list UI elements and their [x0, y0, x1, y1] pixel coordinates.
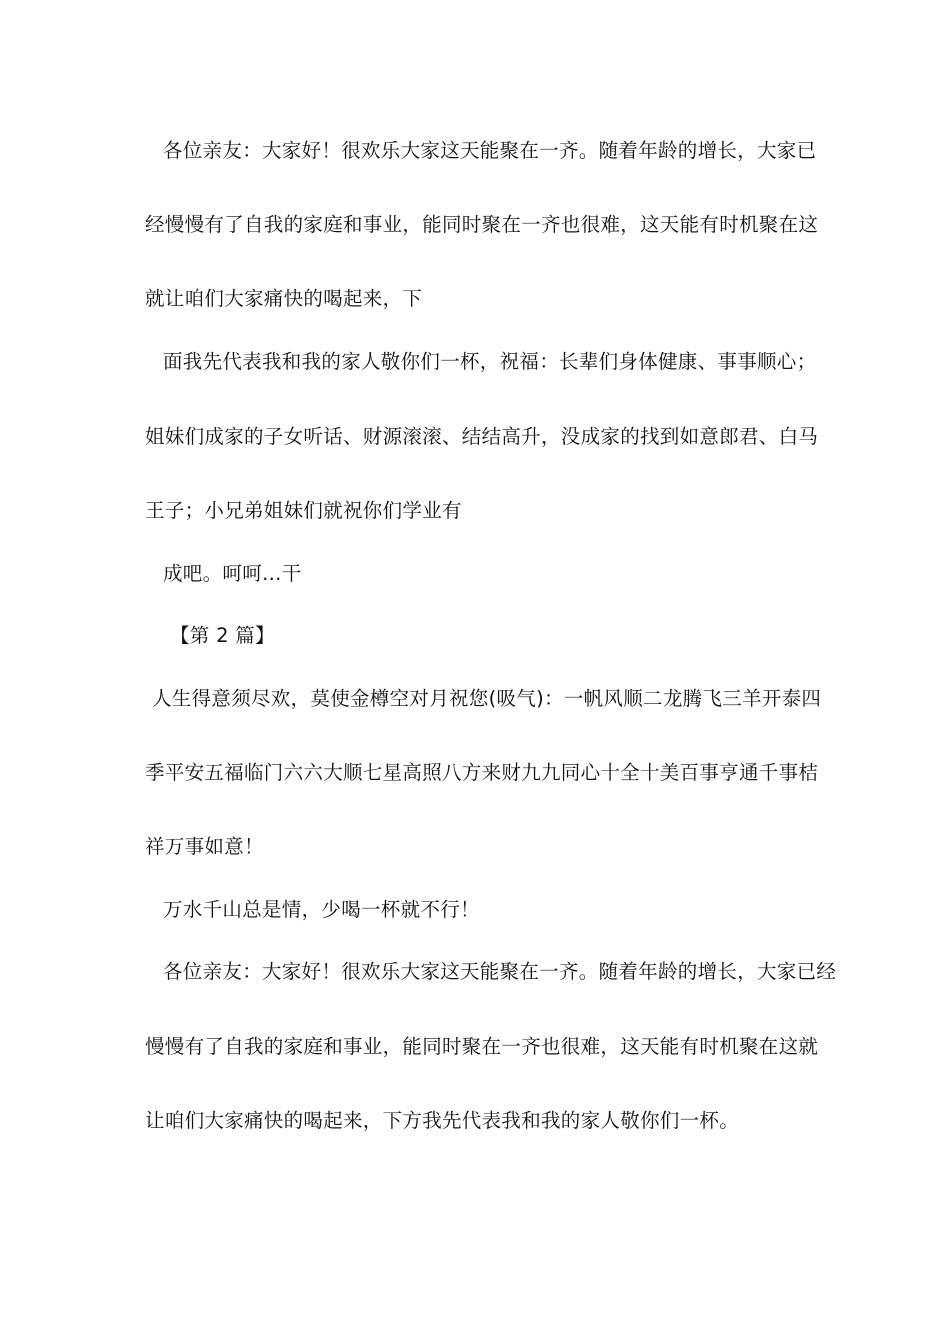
paragraph-line: 季平安五福临门六六大顺七星高照八方来财九九同心十全十美百事亨通千事桔 [145, 761, 819, 784]
section-heading: 【第 2 篇】 [170, 624, 275, 647]
paragraph-line: 万水千山总是情，少喝一杯就不行！ [163, 898, 480, 921]
paragraph-line: 各位亲友：大家好！很欢乐大家这天能聚在一齐。随着年龄的增长，大家已 [163, 139, 817, 162]
paragraph-line: 让咱们大家痛快的喝起来，下方我先代表我和我的家人敬你们一杯。 [145, 1109, 740, 1132]
paragraph-line: 就让咱们大家痛快的喝起来，下 [145, 287, 423, 310]
paragraph-line: 成吧。呵呵…干 [163, 562, 302, 585]
paragraph-line: 各位亲友：大家好！很欢乐大家这天能聚在一齐。随着年龄的增长，大家已经 [163, 960, 837, 983]
paragraph-line: 人生得意须尽欢，莫使金樽空对月祝您(吸气)：一帆风顺二龙腾飞三羊开泰四 [152, 687, 822, 710]
paragraph-line: 经慢慢有了自我的家庭和事业，能同时聚在一齐也很难，这天能有时机聚在这 [145, 213, 819, 236]
paragraph-line: 王子；小兄弟姐妹们就祝你们学业有 [145, 499, 462, 522]
paragraph-line: 姐妹们成家的子女听话、财源滚滚、结结高升，没成家的找到如意郎君、白马 [145, 425, 819, 448]
paragraph-line: 祥万事如意！ [145, 835, 264, 858]
paragraph-line: 面我先代表我和我的家人敬你们一杯，祝福：长辈们身体健康、事事顺心； [163, 350, 817, 373]
paragraph-line: 慢慢有了自我的家庭和事业，能同时聚在一齐也很难，这天能有时机聚在这就 [145, 1035, 819, 1058]
